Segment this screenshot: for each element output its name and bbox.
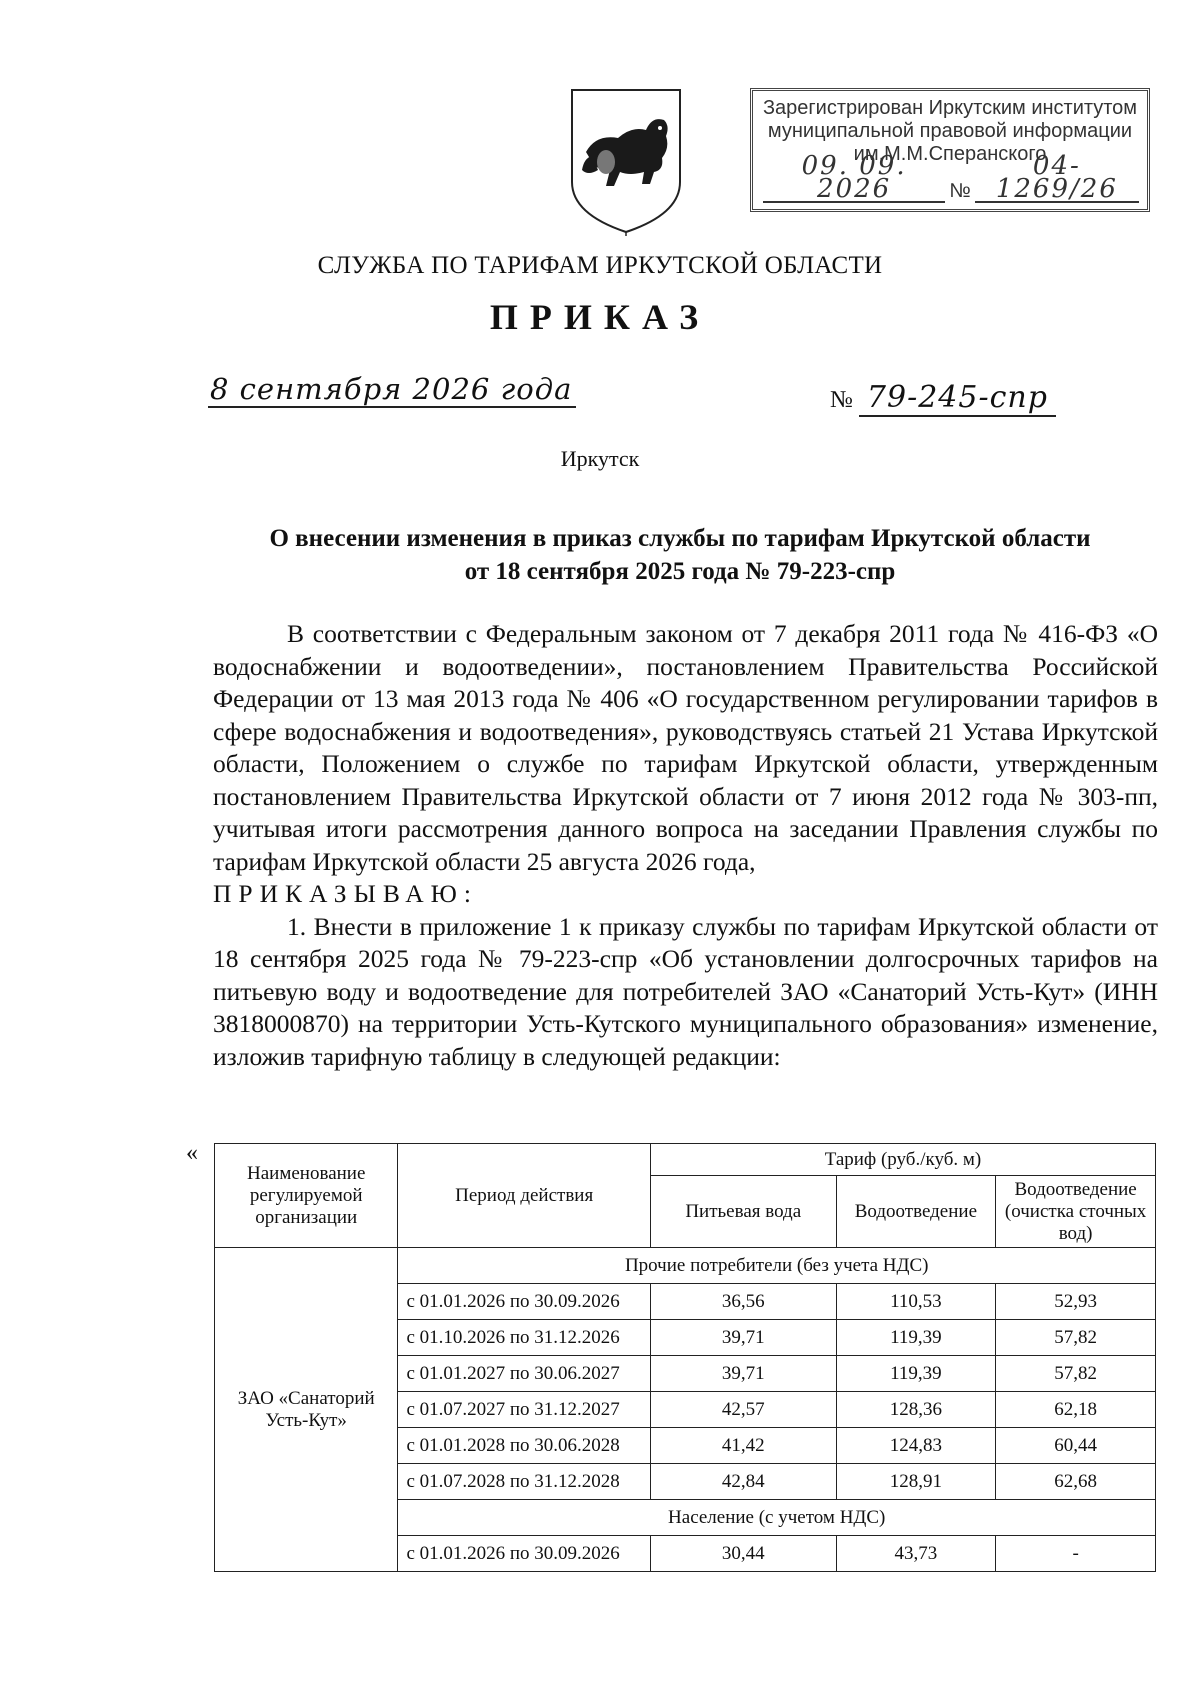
- sewage-cell: 124,83: [836, 1428, 996, 1464]
- header-sewage-treatment: Водоотведение (очистка сточных вод): [996, 1176, 1156, 1248]
- water-cell: 42,57: [650, 1392, 836, 1428]
- treatment-cell: 62,68: [996, 1464, 1156, 1500]
- document-body: [213, 618, 1158, 1073]
- period-cell: с 01.01.2028 по 30.06.2028: [398, 1428, 651, 1464]
- header-water: Питьевая вода: [650, 1176, 836, 1248]
- treatment-cell: 52,93: [996, 1284, 1156, 1320]
- order-number-label: №: [830, 387, 853, 413]
- water-cell: 41,42: [650, 1428, 836, 1464]
- period-cell: с 01.01.2026 по 30.09.2026: [398, 1536, 651, 1572]
- period-cell: с 01.07.2027 по 31.12.2027: [398, 1392, 651, 1428]
- document-type: ПРИКАЗ: [489, 297, 711, 337]
- opening-quote: «: [186, 1140, 198, 1166]
- title-line: О внесении изменения в приказ службы по тарифам Иркутской области: [269, 525, 1091, 552]
- water-cell: 30,44: [650, 1536, 836, 1572]
- treatment-cell: 62,18: [996, 1392, 1156, 1428]
- document-title: [200, 522, 1160, 588]
- treatment-cell: -: [996, 1536, 1156, 1572]
- water-cell: 39,71: [650, 1356, 836, 1392]
- coat-of-arms-icon: [566, 86, 686, 236]
- registration-stamp: [750, 88, 1150, 212]
- stamp-reg-number: 04-1269/26: [975, 155, 1139, 203]
- order-number: 79-245-спр: [859, 380, 1056, 417]
- period-cell: с 01.01.2026 по 30.09.2026: [398, 1284, 651, 1320]
- sewage-cell: 43,73: [836, 1536, 996, 1572]
- order-number-block: [830, 380, 1056, 415]
- period-cell: с 01.10.2026 по 31.12.2026: [398, 1320, 651, 1356]
- stamp-line: Зарегистрирован Иркутским институтом: [762, 97, 1138, 119]
- water-cell: 42,84: [650, 1464, 836, 1500]
- stamp-line: муниципальной правовой информации: [767, 120, 1133, 142]
- city: Иркутск: [560, 446, 640, 471]
- sewage-cell: 110,53: [836, 1284, 996, 1320]
- sewage-cell: 128,91: [836, 1464, 996, 1500]
- preamble-paragraph: В соответствии с Федеральным законом от 7 декабря 2011 года № 416-ФЗ «О водоснабжении и водоотведении», постановлением Правительства Российской Федерации от 13 мая 2013 года № 406 «О государственном регулировании тарифов в сфере водоснабжения и водоотведения», руководствуясь статьей 21 Устава Иркутской области, Положением о службе по тарифам Иркутской области, утвержденным постановлением Правительства Иркутской области от 7 июня 2012 года № 303-пп, учитывая итоги рассмотрения данного вопроса на заседании Правления службы по тарифам Иркутской области 25 августа 2026 года,: [213, 619, 1158, 876]
- header-tariff-group: Тариф (руб./куб. м): [650, 1144, 1155, 1176]
- water-cell: 36,56: [650, 1284, 836, 1320]
- tariff-table: [214, 1143, 1156, 1572]
- header-period: Период действия: [398, 1144, 651, 1248]
- treatment-cell: 57,82: [996, 1356, 1156, 1392]
- section-population: Население (с учетом НДС): [398, 1500, 1156, 1536]
- stamp-line: им.М.М.Сперанского: [853, 143, 1047, 165]
- item-1-paragraph: 1. Внести в приложение 1 к приказу службы по тарифам Иркутской области от 18 сентября 2025 года № 79-223-спр «Об установлении долгосрочных тарифов на питьевую воду и водоотведение для потребителей ЗАО «Санаторий Усть-Кут» (ИНН 3818000870) на территории Усть-Кутского муниципального образования» изменение, изложив тарифную таблицу в следующей редакции:: [213, 911, 1158, 1071]
- sewage-cell: 119,39: [836, 1320, 996, 1356]
- section-other-consumers: Прочие потребители (без учета НДС): [398, 1248, 1156, 1284]
- water-cell: 39,71: [650, 1320, 836, 1356]
- organization-cell: ЗАО «Санаторий Усть-Кут»: [215, 1248, 398, 1572]
- header-org: Наименование регулируемой организации: [215, 1144, 398, 1248]
- orders-word: ПРИКАЗЫВАЮ:: [213, 879, 478, 908]
- header-sewage: Водоотведение: [836, 1176, 996, 1248]
- agency-name: СЛУЖБА ПО ТАРИФАМ ИРКУТСКОЙ ОБЛАСТИ: [317, 252, 883, 279]
- sewage-cell: 128,36: [836, 1392, 996, 1428]
- stamp-reg-date: 09. 09. 2026: [763, 155, 945, 203]
- table-section-row: [215, 1248, 1156, 1284]
- title-line: от 18 сентября 2025 года № 79-223-спр: [464, 558, 896, 585]
- sewage-cell: 119,39: [836, 1356, 996, 1392]
- period-cell: с 01.01.2027 по 30.06.2027: [398, 1356, 651, 1392]
- treatment-cell: 60,44: [996, 1428, 1156, 1464]
- stamp-no-label: №: [949, 180, 971, 202]
- period-cell: с 01.07.2028 по 31.12.2028: [398, 1464, 651, 1500]
- table-header-row: [215, 1144, 1156, 1176]
- order-date: 8 сентября 2026 года: [208, 372, 576, 408]
- treatment-cell: 57,82: [996, 1320, 1156, 1356]
